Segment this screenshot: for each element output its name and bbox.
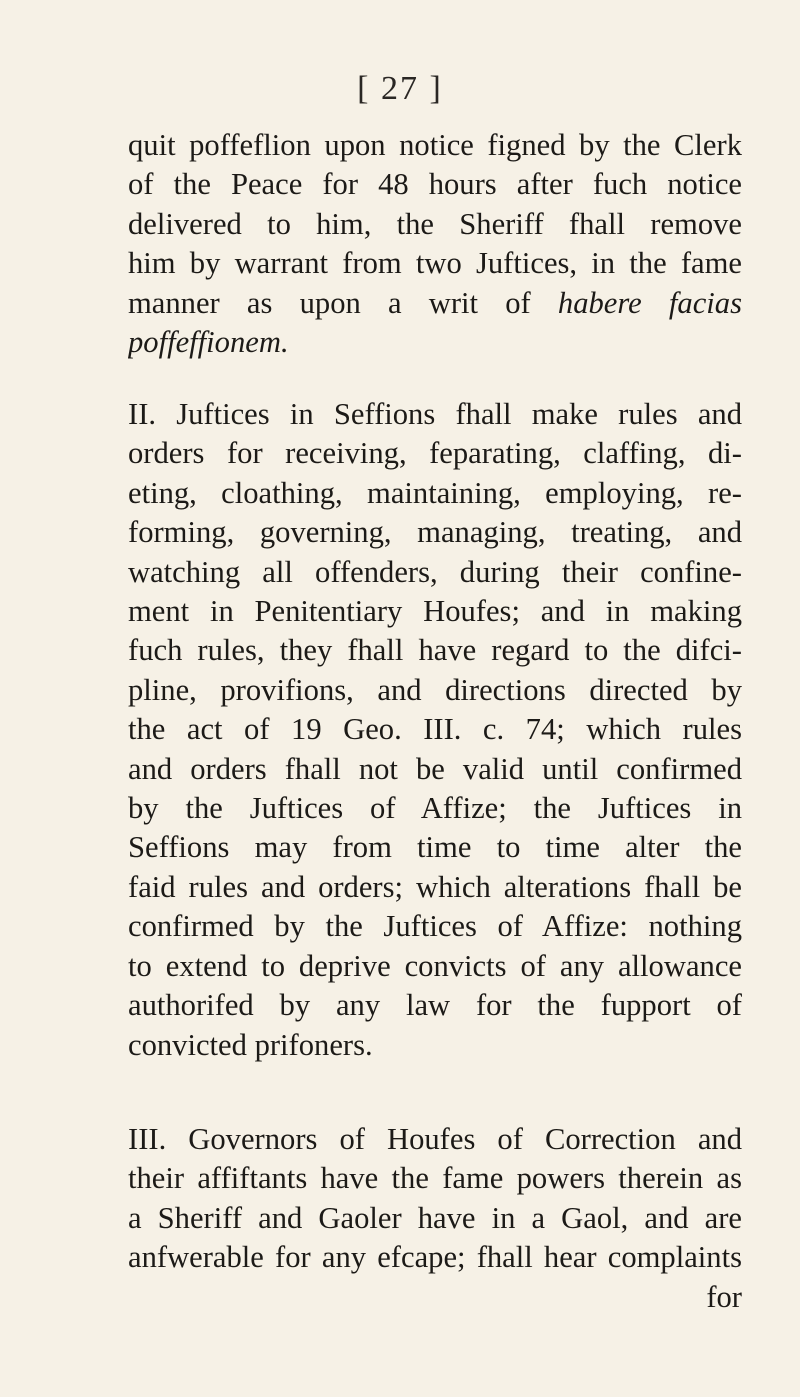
text-line: orders for receiving, feparating, claffing, di- <box>128 436 742 471</box>
text-line: forming, governing, managing, treating, and <box>128 515 742 550</box>
page-number: [ 27 ] <box>357 70 443 107</box>
text-line: quit poffeflion upon notice figned by the Clerk <box>128 128 742 162</box>
text-line: and orders fhall not be valid until confirmed <box>128 751 742 786</box>
text-line: III. Governors of Houfes of Correction and <box>128 1122 742 1156</box>
text-line: poffeffionem. <box>128 325 289 360</box>
text-line: fuch rules, they fhall have regard to the difci- <box>128 633 742 668</box>
text-line: convicted prifoners. <box>128 1027 373 1062</box>
text-line: confirmed by the Juftices of Affize: nothing <box>128 909 742 944</box>
text-line: of the Peace for 48 hours after fuch notice <box>128 167 742 202</box>
paragraph-3 <box>128 1120 742 1317</box>
text-line: him by warrant from two Juftices, in the fame <box>128 246 742 281</box>
text-line: ment in Penitentiary Houfes; and in making <box>128 594 742 629</box>
text-line: faid rules and orders; which alterations fhall be <box>128 869 742 904</box>
paragraph-1 <box>128 126 742 362</box>
text-line <box>128 284 742 323</box>
text-line: anfwerable for any efcape; fhall hear complaints <box>128 1240 742 1275</box>
text-line: a Sheriff and Gaoler have in a Gaol, and are <box>128 1200 742 1235</box>
paragraph-2 <box>128 395 742 1065</box>
text-line: delivered to him, the Sheriff fhall remove <box>128 206 742 241</box>
text-line: pline, provifions, and directions directed by <box>128 672 742 707</box>
catchword: for <box>706 1279 742 1314</box>
text-line: eting, cloathing, maintaining, employing, re- <box>128 475 742 510</box>
text-line: the act of 19 Geo. III. c. 74; which rules <box>128 712 742 747</box>
text-line: to extend to deprive convicts of any allowance <box>128 948 742 983</box>
text-run: manner as upon a writ of <box>128 285 558 320</box>
text-line: Seffions may from time to time alter the <box>128 830 742 865</box>
text-line: their affiftants have the fame powers therein as <box>128 1161 742 1196</box>
text-line: by the Juftices of Affize; the Juftices in <box>128 791 742 826</box>
text-line: authorifed by any law for the fupport of <box>128 988 742 1023</box>
text-line: watching all offenders, during their confine- <box>128 554 742 589</box>
text-line: II. Juftices in Seffions fhall make rules and <box>128 397 742 431</box>
latin-phrase: habere facias <box>557 285 742 320</box>
